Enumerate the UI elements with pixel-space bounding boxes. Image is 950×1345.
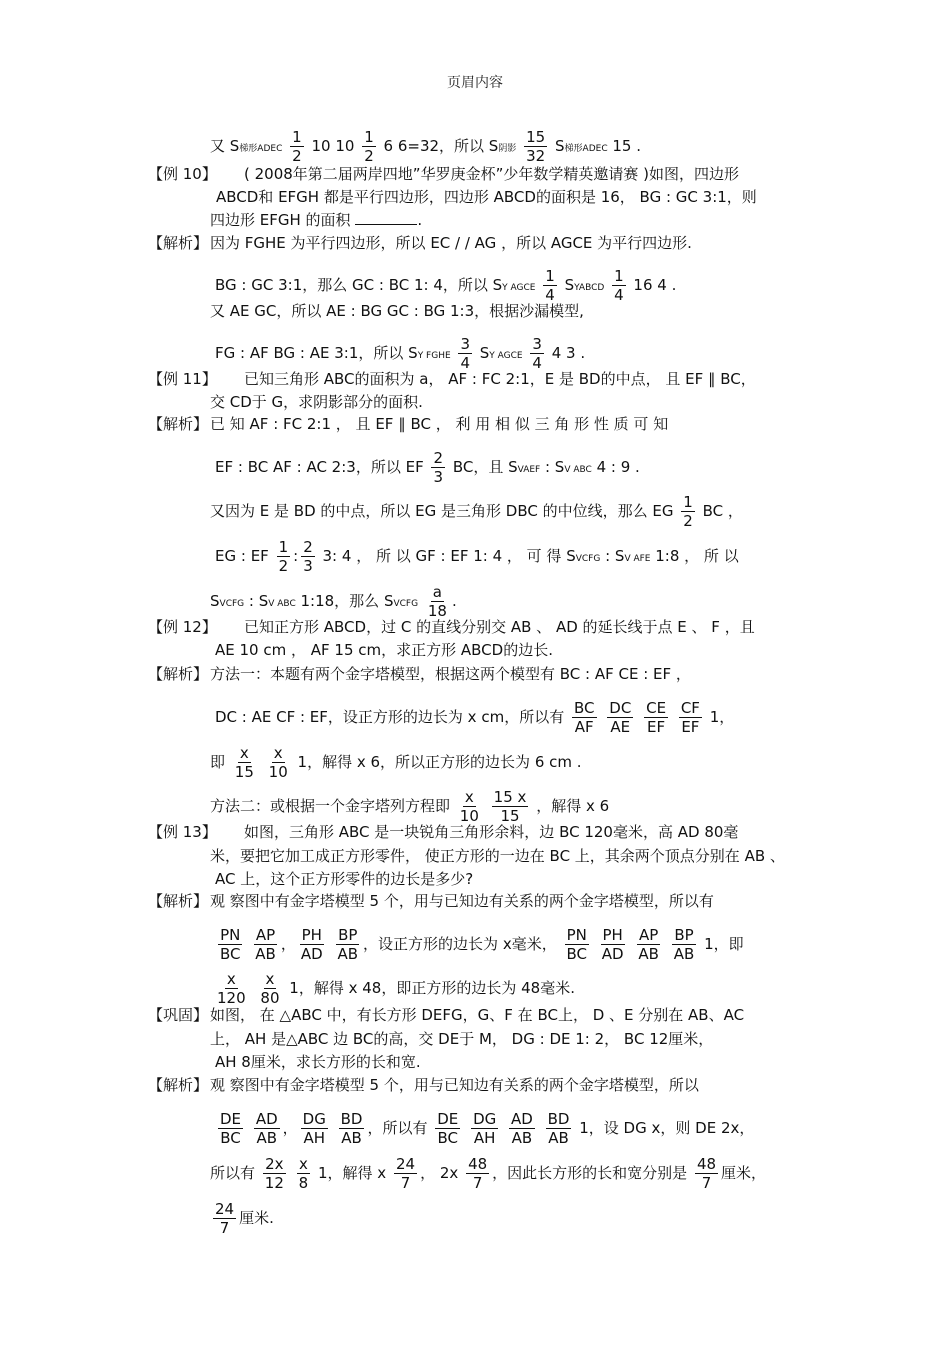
consolidation-text: AH 8厘米，求长方形的长和宽. — [215, 1053, 421, 1071]
solution-10-text: BG : GC 3:1，那么 GC : BC 1: 4，所以 SY AGCE $\frac{1}{4}$ SYABCD $\frac{1}{4}$ 16 4 . — [215, 267, 677, 304]
example-12-text: 已知正方形 ABCD，过 C 的直线分别交 AB 、 AD 的延长线于点 E 、 F ，且 — [244, 618, 755, 636]
solution-12-text: 即 $\frac{x}{15}$ $\frac{x}{10}$ 1，解得 x 6，所以正方形的边长为 6 cm . — [210, 744, 582, 781]
formula-line-1: 又 S梯形ADEC $\frac{1}{2}$ 10 10 $\frac{1}{2}$ 6 6=32，所以 S阴影 $\frac{15}{32}$ S梯形ADEC 15 . — [210, 128, 642, 165]
solution-11-text: 已 知 AF : FC 2:1 ， 且 EF ∥ BC ， 利 用 相 似 三 角 形 性 质 可 知 — [210, 415, 669, 433]
solution-13-text: 观 察图中有金字塔模型 5 个，用与已知边有关系的两个金字塔模型，所以有 — [210, 892, 714, 910]
example-13-text: AC 上，这个正方形零件的边长是多少? — [215, 870, 474, 888]
solution-12-text: 方法二：或根据一个金字塔列方程即 $\frac{x}{10}$ $\frac{15 x}{15}$ ，解得 x 6 — [210, 788, 610, 825]
example-12-tag: 【例 12】 — [148, 618, 217, 636]
fraction: $\frac{15}{32}$ — [526, 128, 546, 165]
answer-blank — [355, 210, 417, 225]
solution-11-text: EF : BC AF : AC 2:3，所以 EF $\frac{2}{3}$ BC，且 SVAEF : SV ABC 4 : 9 . — [215, 449, 640, 486]
solution-10-text: 因为 FGHE 为平行四边形，所以 EC / / AG ，所以 AGCE 为平行四边形. — [210, 234, 692, 252]
example-11-tag: 【例 11】 — [148, 370, 217, 388]
example-11-text: 已知三角形 ABC的面积为 a， AF : FC 2:1，E 是 BD的中点， 且 EF ∥ BC， — [244, 370, 756, 388]
consolidation-tag: 【巩固】 — [148, 1006, 209, 1024]
example-13-text: 如图，三角形 ABC 是一块锐角三角形余料，边 BC 120毫米，高 AD 80毫 — [244, 823, 739, 841]
solution-13-text: $\frac{x}{120}$ $\frac{x}{80}$ 1，解得 x 48，即正方形的边长为 48毫米. — [217, 970, 575, 1007]
solution-10-text: 又 AE GC，所以 AE : BG GC : BG 1:3，根据沙漏模型, — [210, 302, 584, 320]
example-10-text: ABCD和 EFGH 都是平行四边形，四边形 ABCD的面积是 16， BG : GC 3:1，则 — [216, 188, 757, 206]
example-10-tag: 【例 10】 — [148, 165, 217, 183]
solution-11-text: SVCFG : SV ABC 1:18，那么 SVCFG $\frac{a}{18}$ . — [210, 583, 457, 620]
solution-12-tag: 【解析】 — [148, 665, 209, 683]
example-10-text: ( 2008年第二届两岸四地”华罗庚金杯”少年数学精英邀请赛 )如图，四边形 — [244, 165, 739, 183]
solution-13-tag: 【解析】 — [148, 892, 209, 910]
page-header: 页眉内容 — [447, 75, 503, 91]
solution-11-tag: 【解析】 — [148, 415, 209, 433]
solution-12-text: 方法一：本题有两个金字塔模型，根据这两个模型有 BC : AF CE : EF ， — [210, 665, 691, 683]
solution-consolidation-text: $\frac{24}{7}$ 厘米. — [215, 1200, 274, 1237]
example-12-text: AE 10 cm ， AF 15 cm，求正方形 ABCD的边长. — [215, 641, 553, 659]
example-11-text: 交 CD于 G，求阴影部分的面积. — [210, 393, 423, 411]
example-13-tag: 【例 13】 — [148, 823, 217, 841]
consolidation-text: 上， AH 是△ABC 边 BC的高，交 DE于 M， DG : DE 1: 2， BC 12厘米， — [210, 1030, 714, 1048]
solution-11-text: EG : EF $\frac{1}{2}$ : $\frac{2}{3}$ 3: 4 ， 所 以 GF : EF 1: 4 ， 可 得 SVCFG : SV AFE 1:8 ， 所 以 — [215, 538, 739, 575]
solution-10-tag: 【解析】 — [148, 234, 209, 252]
solution-10-text: FG : AF BG : AE 3:1，所以 SY FGHE $\frac{3}{4}$ SY AGCE $\frac{3}{4}$ 4 3 . — [215, 335, 586, 372]
fraction: $\frac{1}{2}$ — [364, 128, 374, 165]
solution-consolidation-text: 所以有 $\frac{2x}{12}$ $\frac{x}{8}$ 1，解得 x $\frac{24}{7}$ ， 2x $\frac{48}{7}$ ，因此长方形的长和宽分别是 $\frac{48}{7}$ 厘米， — [210, 1155, 767, 1192]
solution-13-text: $\frac{PN}{BC}$ $\frac{AP}{AB}$ ， $\frac{PH}{AD}$ $\frac{BP}{AB}$ ，设正方形的边长为 x毫米， $\frac{PN}{BC}$ $\frac{PH}{AD}$ $\frac{AP}{AB}$ $\frac{BP}{AB}$ 1，即 — [220, 926, 744, 963]
fraction: $\frac{1}{2}$ — [292, 128, 302, 165]
solution-consolidation-text: $\frac{DE}{BC}$ $\frac{AD}{AB}$ ， $\frac{DG}{AH}$ $\frac{BD}{AB}$ ，所以有 $\frac{DE}{BC}$ $\frac{DG}{AH}$ $\frac{AD}{AB}$ $\frac{BD}{AB}$ 1，设 DG x，则 DE 2x， — [220, 1110, 755, 1147]
example-13-text: 米，要把它加工成正方形零件， 使正方形的一边在 BC 上，其余两个顶点分别在 AB 、 — [210, 847, 785, 865]
example-10-text: 四边形 EFGH 的面积 . — [210, 211, 423, 229]
consolidation-text: 如图， 在 △ABC 中，有长方形 DEFG，G、F 在 BC上， D 、E 分别在 AB、AC — [210, 1006, 745, 1024]
solution-consolidation-text: 观 察图中有金字塔模型 5 个，用与已知边有关系的两个金字塔模型，所以 — [210, 1076, 699, 1094]
solution-11-text: 又因为 E 是 BD 的中点，所以 EG 是三角形 DBC 的中位线，那么 EG $\frac{1}{2}$ BC ， — [210, 493, 743, 530]
solution-consolidation-tag: 【解析】 — [148, 1076, 209, 1094]
solution-12-text: DC : AE CF : EF，设正方形的边长为 x cm，所以有 $\frac{BC}{AF}$ $\frac{DC}{AE}$ $\frac{CE}{EF}$ $\frac{CF}{EF}$ 1， — [215, 699, 735, 736]
